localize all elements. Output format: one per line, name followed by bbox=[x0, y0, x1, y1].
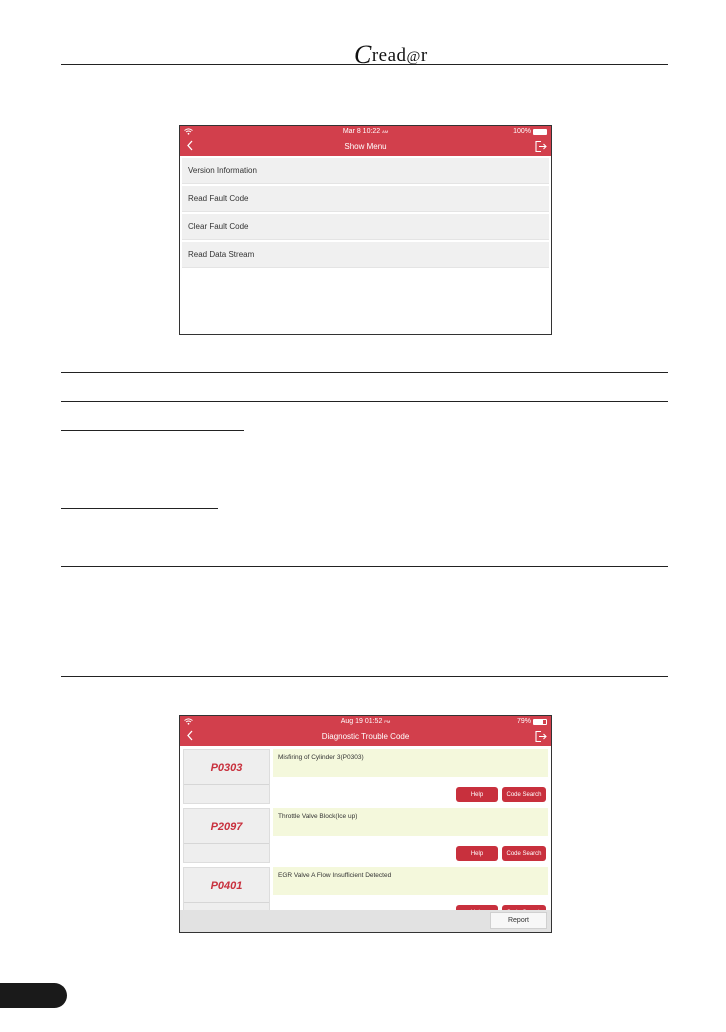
divider bbox=[184, 843, 269, 844]
dtc-code: P0303 bbox=[210, 762, 243, 774]
dtc-code: P2097 bbox=[210, 821, 243, 833]
heading-underline bbox=[61, 508, 218, 509]
battery-icon bbox=[533, 129, 547, 135]
battery-icon bbox=[533, 719, 547, 725]
status-time: Aug 19 01:52 bbox=[340, 718, 383, 725]
dtc-row bbox=[180, 749, 551, 806]
battery-fill bbox=[534, 720, 543, 724]
section-rule bbox=[61, 401, 668, 402]
help-button[interactable]: Help bbox=[456, 787, 498, 802]
menu-item-clear-fault-code[interactable]: Clear Fault Code bbox=[182, 214, 549, 240]
menu-item-read-fault-code[interactable]: Read Fault Code bbox=[182, 186, 549, 212]
menu-list bbox=[180, 156, 551, 268]
screenshot-show-menu bbox=[179, 125, 552, 335]
title-bar bbox=[180, 138, 551, 156]
screen-title: Show Menu bbox=[344, 142, 387, 151]
code-search-button[interactable]: Code Search bbox=[502, 846, 546, 861]
header-rule bbox=[61, 64, 668, 65]
dtc-code: P0401 bbox=[210, 880, 243, 892]
note-rule bbox=[61, 566, 668, 567]
note-rule bbox=[61, 676, 668, 677]
menu-item-version-information[interactable]: Version Information bbox=[182, 158, 549, 184]
section-rule bbox=[61, 372, 668, 373]
status-ampm: AM bbox=[382, 129, 389, 134]
menu-item-read-data-stream[interactable]: Read Data Stream bbox=[182, 242, 549, 268]
exit-icon[interactable] bbox=[534, 730, 547, 743]
bottom-bar bbox=[180, 910, 551, 932]
dtc-code-cell bbox=[183, 749, 270, 804]
battery-percent: 100% bbox=[513, 128, 531, 135]
page-number-tab bbox=[0, 983, 67, 1008]
status-time: Mar 8 10:22 bbox=[342, 128, 381, 135]
dtc-description: Misfiring of Cylinder 3(P0303) bbox=[273, 749, 548, 777]
dtc-code-cell bbox=[183, 808, 270, 863]
dtc-description: Throttle Valve Block(Ice up) bbox=[273, 808, 548, 836]
heading-underline bbox=[61, 430, 244, 431]
status-ampm: PM bbox=[384, 719, 391, 724]
divider bbox=[184, 784, 269, 785]
status-bar bbox=[180, 126, 551, 138]
battery-fill bbox=[534, 130, 546, 134]
screen-title: Diagnostic Trouble Code bbox=[321, 732, 410, 741]
battery-percent: 79% bbox=[516, 718, 531, 725]
dtc-row bbox=[180, 808, 551, 865]
creader-logo: Cread@r bbox=[354, 40, 428, 69]
report-button[interactable]: Report bbox=[490, 912, 547, 929]
title-bar bbox=[180, 728, 551, 746]
dtc-description: EGR Valve A Flow Insufficient Detected bbox=[273, 867, 548, 895]
screenshot-diagnostic-trouble-code bbox=[179, 715, 552, 933]
status-bar bbox=[180, 716, 551, 728]
code-search-button[interactable]: Code Search bbox=[502, 787, 546, 802]
help-button[interactable]: Help bbox=[456, 846, 498, 861]
divider bbox=[184, 902, 269, 903]
exit-icon[interactable] bbox=[534, 140, 547, 153]
